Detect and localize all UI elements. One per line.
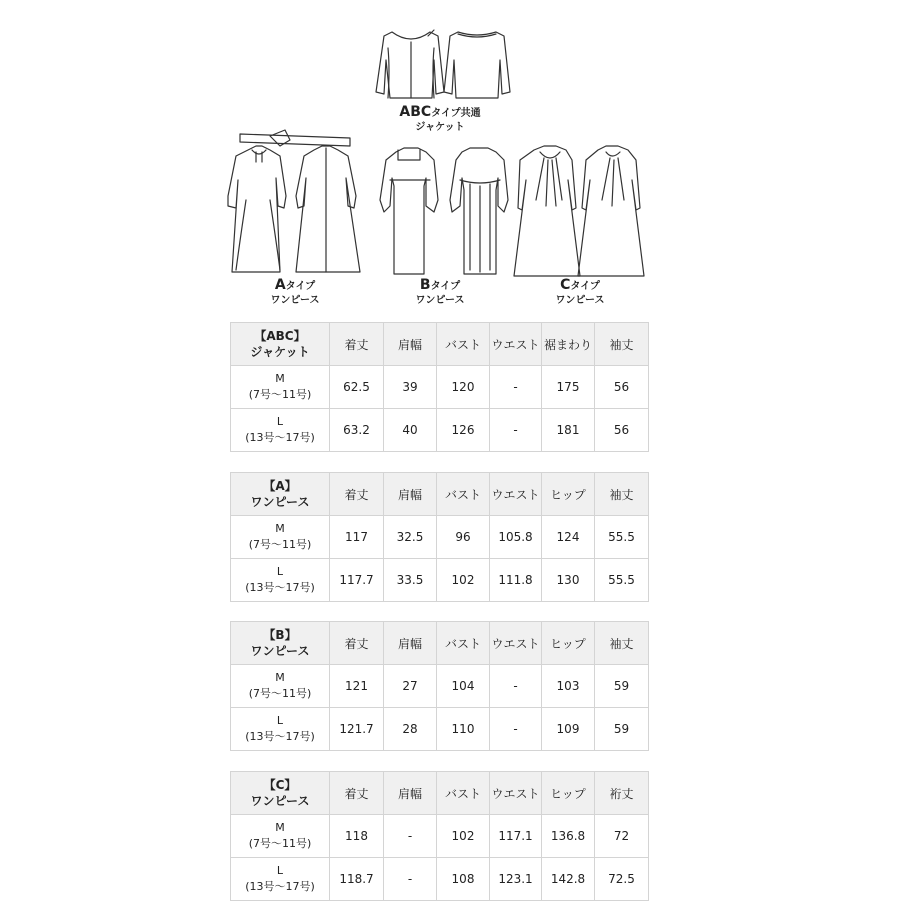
measurement-cell: 27 [384,665,437,708]
measurement-cell: 123.1 [490,858,542,901]
a-type-name: ワンピース [270,295,320,306]
measurement-cell: 117 [330,516,384,559]
table-title-name: ジャケット [250,345,310,359]
measurement-cell: - [490,366,542,409]
jacket-type-suffix: タイプ共通 [431,108,481,119]
garment-illustrations [0,0,900,320]
jacket-type-name: ジャケット [415,122,465,133]
table-row [231,858,649,901]
column-header: 肩幅 [384,772,437,815]
measurement-cell: 121 [330,665,384,708]
c-type-suffix: タイプ [570,281,600,292]
measurement-cell: - [490,665,542,708]
belt-drawing [240,130,350,146]
size-range: (13号～17号) [245,730,315,743]
table-row [231,708,649,751]
measurement-cell: 63.2 [330,409,384,452]
size-range: (7号～11号) [248,837,312,850]
table-title-code: 【B】 [263,628,297,642]
size-table-a-dress [230,472,649,602]
b-type-name: ワンピース [415,295,465,306]
table-row [231,516,649,559]
column-header: バスト [437,772,490,815]
column-header: 肩幅 [384,622,437,665]
measurement-cell: 40 [384,409,437,452]
measurement-cell: 109 [542,708,595,751]
jacket-type-letter: ABC [399,104,432,120]
column-header: 着丈 [330,473,384,516]
b-back-drawing [450,148,508,274]
size-range: (7号～11号) [248,538,312,551]
measurement-cell: - [384,858,437,901]
measurement-cell: 108 [437,858,490,901]
jacket-type-label [390,105,490,135]
b-type-label [395,278,485,308]
measurement-cell: 96 [437,516,490,559]
column-header: ウエスト [490,323,542,366]
size-label-cell [231,815,330,858]
measurement-cell: 105.8 [490,516,542,559]
size-code: L [276,864,284,877]
b-type-letter: B [419,277,431,293]
column-header: ヒップ [542,622,595,665]
table-title-name: ワンピース [250,794,310,808]
column-header: ウエスト [490,622,542,665]
column-header: 着丈 [330,772,384,815]
measurement-cell: - [384,815,437,858]
a-back-drawing [296,146,360,272]
measurement-cell: 111.8 [490,559,542,602]
measurement-cell: 28 [384,708,437,751]
a-front-drawing [228,146,286,272]
jacket-front-drawing [376,30,444,98]
column-header: 肩幅 [384,323,437,366]
size-code: M [275,671,285,684]
measurement-cell: 72.5 [595,858,649,901]
table-title-cell [231,772,330,815]
measurement-cell: - [490,409,542,452]
size-label-cell [231,516,330,559]
table-title-cell [231,473,330,516]
table-title-cell [231,323,330,366]
table-title-code: 【A】 [263,479,297,493]
size-code: L [276,565,284,578]
size-code: L [276,415,284,428]
measurement-cell: 56 [595,409,649,452]
table-title-code: 【ABC】 [254,329,306,343]
measurement-cell: 121.7 [330,708,384,751]
size-label-cell [231,559,330,602]
size-label-cell [231,665,330,708]
measurement-cell: 124 [542,516,595,559]
size-range: (13号～17号) [245,581,315,594]
size-range: (13号～17号) [245,880,315,893]
measurement-cell: 102 [437,559,490,602]
table-header-row [231,473,649,516]
c-back-drawing [578,146,644,276]
size-label-cell [231,858,330,901]
table-header-row [231,772,649,815]
table-title-code: 【C】 [263,778,297,792]
measurement-cell: 102 [437,815,490,858]
column-header: 着丈 [330,323,384,366]
measurement-cell: 72 [595,815,649,858]
measurement-cell: 110 [437,708,490,751]
table-row [231,665,649,708]
a-type-suffix: タイプ [285,281,316,292]
size-range: (7号～11号) [248,687,312,700]
table-row [231,559,649,602]
measurement-cell: 55.5 [595,516,649,559]
measurement-cell: 39 [384,366,437,409]
column-header: 裄丈 [595,772,649,815]
size-range: (13号～17号) [245,431,315,444]
column-header: ウエスト [490,473,542,516]
table-header-row [231,622,649,665]
measurement-cell: 136.8 [542,815,595,858]
table-title-name: ワンピース [250,495,310,509]
measurement-cell: 32.5 [384,516,437,559]
size-code: M [275,522,285,535]
measurement-cell: 117.7 [330,559,384,602]
c-type-label [535,278,625,308]
size-code: M [275,372,285,385]
size-range: (7号～11号) [248,388,312,401]
b-type-suffix: タイプ [430,281,461,292]
measurement-cell: 55.5 [595,559,649,602]
column-header: バスト [437,622,490,665]
size-code: L [276,714,284,727]
size-table-b-dress [230,621,649,751]
table-row [231,409,649,452]
table-title-cell [231,622,330,665]
c-type-name: ワンピース [555,295,605,306]
table-row [231,366,649,409]
measurement-cell: 120 [437,366,490,409]
size-code: M [275,821,285,834]
measurement-cell: 62.5 [330,366,384,409]
size-label-cell [231,366,330,409]
measurement-cell: 118.7 [330,858,384,901]
measurement-cell: 142.8 [542,858,595,901]
size-table-abc-jacket [230,322,649,452]
measurement-cell: 118 [330,815,384,858]
measurement-cell: 104 [437,665,490,708]
column-header: 裾まわり [542,323,595,366]
measurement-cell: 130 [542,559,595,602]
column-header: 肩幅 [384,473,437,516]
b-front-drawing [380,148,438,274]
measurement-cell: 33.5 [384,559,437,602]
column-header: ヒップ [542,473,595,516]
size-table-c-dress [230,771,649,901]
a-type-label [250,278,340,308]
column-header: バスト [437,323,490,366]
column-header: 袖丈 [595,622,649,665]
measurement-cell: 59 [595,665,649,708]
column-header: ヒップ [542,772,595,815]
column-header: 袖丈 [595,473,649,516]
jacket-back-drawing [444,32,510,98]
measurement-cell: 59 [595,708,649,751]
measurement-cell: 103 [542,665,595,708]
a-type-letter: A [274,277,286,293]
size-label-cell [231,409,330,452]
column-header: 着丈 [330,622,384,665]
c-type-letter: C [560,277,571,293]
table-title-name: ワンピース [250,644,310,658]
table-header-row [231,323,649,366]
column-header: ウエスト [490,772,542,815]
measurement-cell: 117.1 [490,815,542,858]
c-front-drawing [514,146,580,276]
column-header: 袖丈 [595,323,649,366]
measurement-cell: 175 [542,366,595,409]
column-header: バスト [437,473,490,516]
size-label-cell [231,708,330,751]
measurement-cell: 56 [595,366,649,409]
measurement-cell: 126 [437,409,490,452]
measurement-cell: 181 [542,409,595,452]
measurement-cell: - [490,708,542,751]
table-row [231,815,649,858]
